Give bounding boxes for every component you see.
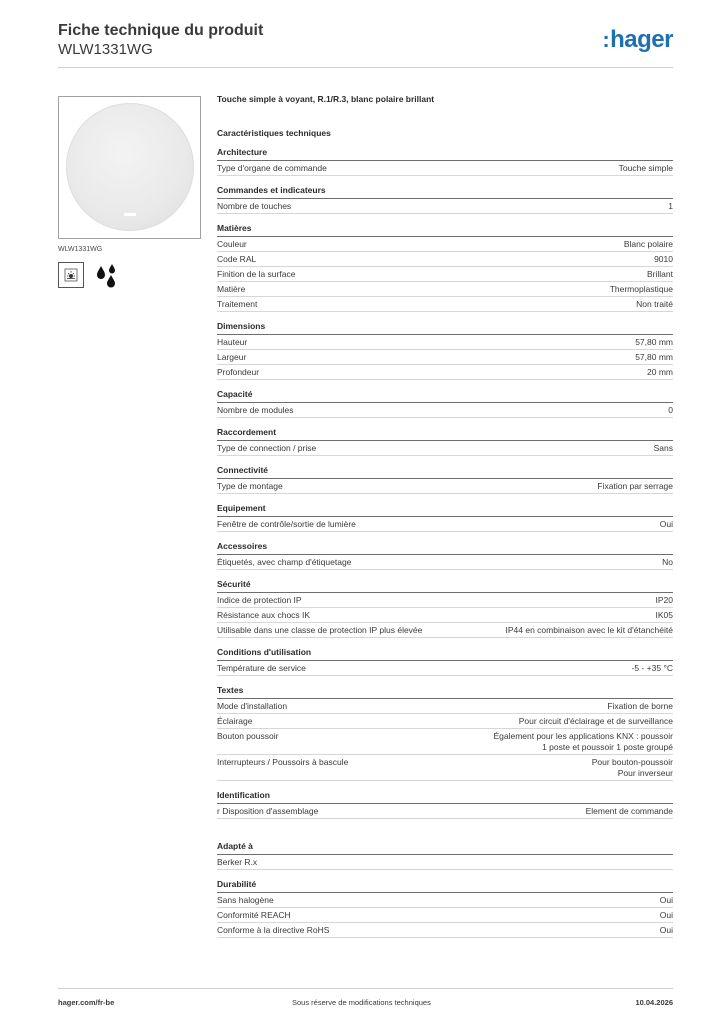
spec-value: 20 mm (647, 367, 673, 377)
spec-value: Fixation de borne (607, 701, 673, 711)
spec-value: Pour circuit d'éclairage et de surveillance (518, 716, 673, 726)
spec-label: Hauteur (217, 337, 248, 347)
spec-value: Oui (659, 519, 673, 529)
spec-label: Traitement (217, 299, 258, 309)
spec-row (217, 593, 673, 608)
spec-label: Finition de la surface (217, 269, 296, 279)
spec-label: Étiquetés, avec champ d'étiquetage (217, 557, 352, 567)
spec-value: Sans (653, 443, 673, 453)
spec-value: 0 (668, 405, 673, 415)
spec-group-title: Architecture (217, 147, 673, 161)
spec-label: Éclairage (217, 716, 253, 726)
spec-label: Profondeur (217, 367, 260, 377)
spec-value: Touche simple (618, 163, 673, 173)
spec-label: Couleur (217, 239, 247, 249)
spec-row (217, 297, 673, 312)
spec-group-title: Identification (217, 790, 673, 804)
spec-label: Code RAL (217, 254, 257, 264)
spec-value: -5 - +35 °C (631, 663, 673, 673)
spec-label: Résistance aux chocs IK (217, 610, 311, 620)
spec-value: Thermoplastique (609, 284, 673, 294)
header-divider (58, 67, 673, 68)
spec-group (217, 147, 673, 176)
spec-row (217, 479, 673, 494)
spec-row (217, 714, 673, 729)
spec-group (217, 841, 673, 870)
spec-label: Mode d'installation (217, 701, 288, 711)
spec-value: IP20 (655, 595, 673, 605)
spec-value: Également pour les applications KNX : poussoir 1 poste et poussoir 1 poste groupé (493, 731, 673, 752)
technical-sheet (217, 94, 673, 938)
spec-row (217, 608, 673, 623)
spec-groups (217, 147, 673, 938)
spec-group-title: Dimensions (217, 321, 673, 335)
spec-label: r Disposition d'assemblage (217, 806, 319, 816)
spec-row (217, 252, 673, 267)
switch-cover-disc (66, 103, 194, 231)
spec-group-title: Matières (217, 223, 673, 237)
spec-value: IP44 en combinaison avec le kit d'étanchéité (505, 625, 673, 635)
illuminated-switch-icon (58, 262, 84, 288)
spec-label: Indice de protection IP (217, 595, 302, 605)
spec-row (217, 661, 673, 676)
spec-group-title: Sécurité (217, 579, 673, 593)
spec-row (217, 282, 673, 297)
spec-group-title: Raccordement (217, 427, 673, 441)
spec-value: No (662, 557, 673, 567)
spec-row (217, 855, 673, 870)
product-description: Touche simple à voyant, R.1/R.3, blanc polaire brillant (217, 94, 435, 104)
spec-row (217, 441, 673, 456)
product-visual-column (58, 96, 201, 288)
spec-group (217, 647, 673, 676)
spec-value: Non traité (636, 299, 673, 309)
product-image (58, 96, 201, 239)
spec-row (217, 237, 673, 252)
spec-label: Matière (217, 284, 246, 294)
spec-value: IK05 (655, 610, 673, 620)
footer-divider (58, 988, 673, 989)
spec-group (217, 427, 673, 456)
spec-label: Nombre de touches (217, 201, 292, 211)
spec-value: Oui (659, 895, 673, 905)
spec-group-title: Adapté à (217, 841, 673, 855)
spec-row (217, 923, 673, 938)
spec-group (217, 503, 673, 532)
spec-value: Element de commande (585, 806, 673, 816)
spec-group (217, 465, 673, 494)
feature-badges (58, 262, 201, 288)
spec-group-title: Textes (217, 685, 673, 699)
logo-text: hager (610, 26, 673, 53)
spec-label: Largeur (217, 352, 247, 362)
spec-row (217, 161, 673, 176)
spec-label: Berker R.x (217, 857, 258, 867)
spec-value: Brillant (647, 269, 673, 279)
section-title: Caractéristiques techniques (217, 128, 331, 138)
spec-value: Oui (659, 925, 673, 935)
spec-group (217, 185, 673, 214)
spec-group-title: Durabilité (217, 879, 673, 893)
spec-row (217, 729, 673, 755)
spec-value: Fixation par serrage (597, 481, 673, 491)
footer-date: 10.04.2026 (635, 998, 673, 1007)
spec-row (217, 350, 673, 365)
spec-group-title: Accessoires (217, 541, 673, 555)
spec-row (217, 267, 673, 282)
spec-row (217, 199, 673, 214)
footer-notice: Sous réserve de modifications techniques (292, 998, 431, 1007)
spec-label: Nombre de modules (217, 405, 294, 415)
spec-group (217, 685, 673, 781)
spec-label: Type d'organe de commande (217, 163, 327, 173)
spec-value: Pour bouton-poussoir Pour inverseur (591, 757, 673, 778)
spec-label: Température de service (217, 663, 306, 673)
spec-group-title: Connectivité (217, 465, 673, 479)
spec-row (217, 365, 673, 380)
spec-row (217, 908, 673, 923)
product-reference: WLW1331WG (58, 41, 153, 58)
spec-label: Fenêtre de contrôle/sortie de lumière (217, 519, 356, 529)
spec-row (217, 335, 673, 350)
spec-row (217, 893, 673, 908)
logo-colon: : (602, 27, 610, 52)
spec-group (217, 223, 673, 312)
page-header (58, 20, 673, 70)
spec-value: 57,80 mm (635, 352, 673, 362)
spec-value: Blanc polaire (623, 239, 673, 249)
spec-value: 57,80 mm (635, 337, 673, 347)
spec-row (217, 699, 673, 714)
water-drops-icon (94, 262, 120, 288)
spec-label: Conformité REACH (217, 910, 291, 920)
spec-group (217, 790, 673, 819)
spec-row (217, 804, 673, 819)
spec-label: Interrupteurs / Poussoirs à bascule (217, 757, 349, 767)
hager-logo (602, 26, 673, 54)
spec-label: Utilisable dans une classe de protection IP plus élevée (217, 625, 423, 635)
spec-label: Sans halogène (217, 895, 274, 905)
spec-label: Type de connection / prise (217, 443, 317, 453)
spec-row (217, 555, 673, 570)
spec-row (217, 403, 673, 418)
spec-label: Type de montage (217, 481, 283, 491)
spec-group (217, 541, 673, 570)
spec-label: Conforme à la directive RoHS (217, 925, 330, 935)
spec-row (217, 517, 673, 532)
spec-group-title: Conditions d'utilisation (217, 647, 673, 661)
spec-value: Oui (659, 910, 673, 920)
spec-group-title: Equipement (217, 503, 673, 517)
footer-website: hager.com/fr-be (58, 998, 115, 1007)
spec-group (217, 579, 673, 638)
spec-group-title: Commandes et indicateurs (217, 185, 673, 199)
spec-group-title: Capacité (217, 389, 673, 403)
spec-label: Bouton poussoir (217, 731, 279, 741)
page-title: Fiche technique du produit (58, 22, 264, 39)
spec-group (217, 879, 673, 938)
indicator-led (124, 213, 136, 216)
spec-value: 1 (668, 201, 673, 211)
spec-group (217, 321, 673, 380)
product-image-caption: WLW1331WG (58, 246, 103, 253)
spec-row (217, 623, 673, 638)
spec-row (217, 755, 673, 781)
spec-value: 9010 (654, 254, 673, 264)
spec-group (217, 389, 673, 418)
